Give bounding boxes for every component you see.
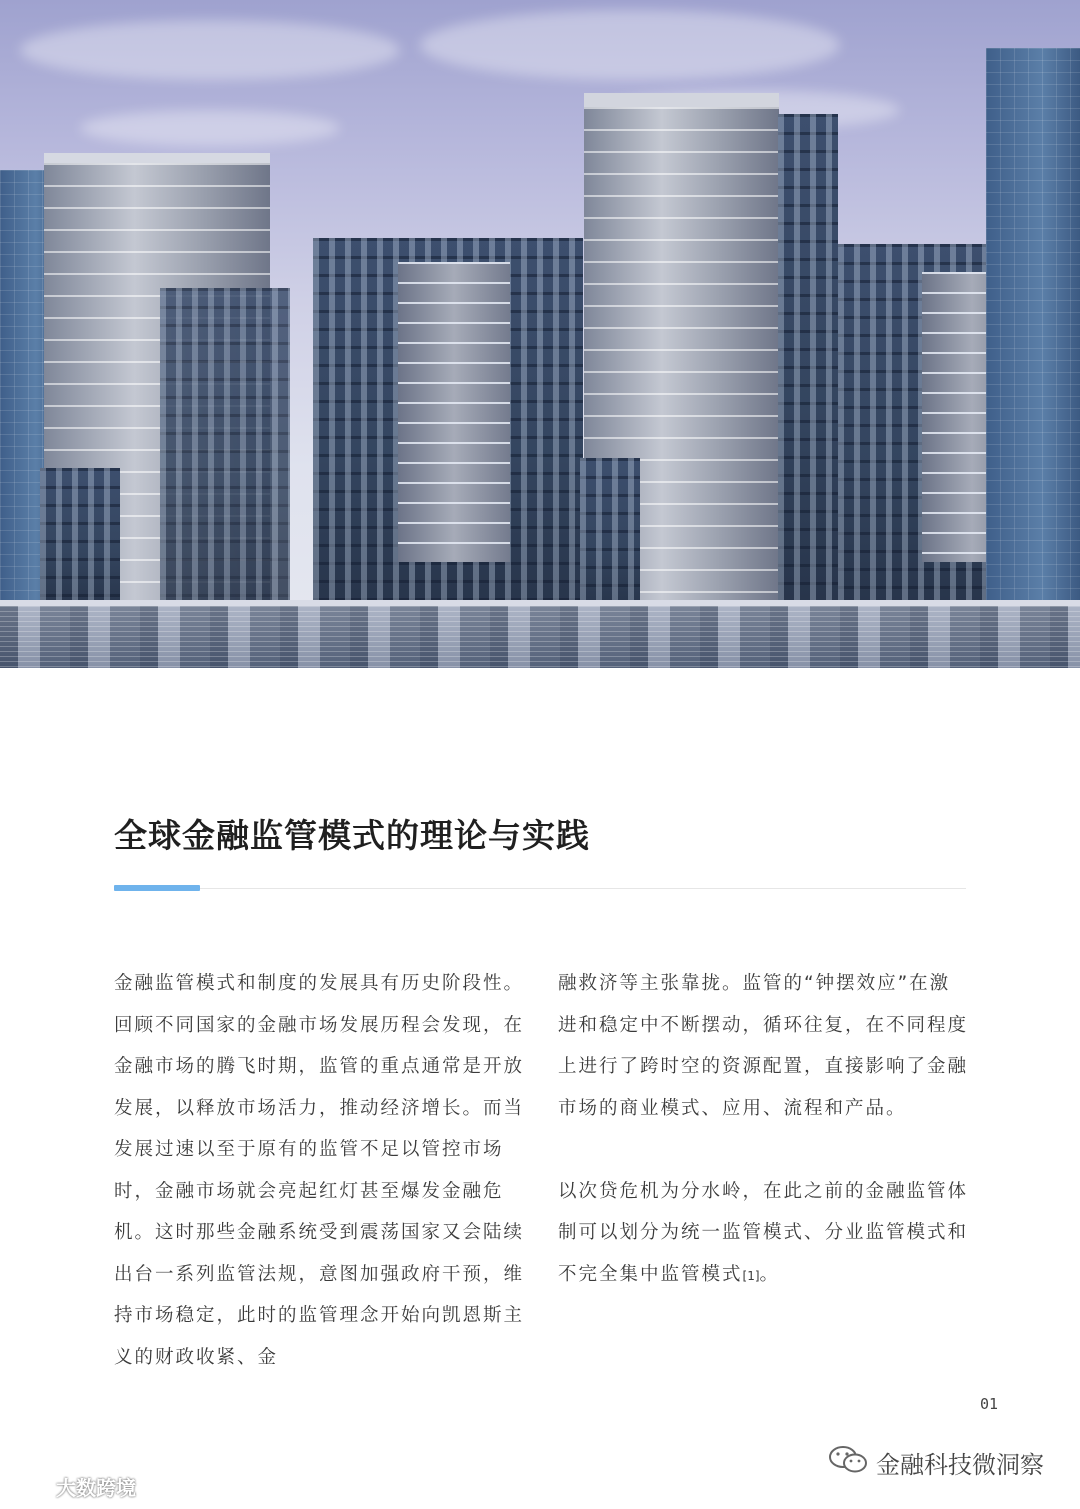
- body-column-right: [558, 963, 968, 1297]
- watermark-text: 大数跨境: [56, 1475, 136, 1500]
- wechat-icon: [828, 1444, 868, 1480]
- page-number: 01: [980, 1395, 999, 1413]
- paragraph-end: 。: [759, 1263, 781, 1285]
- reference-marker[interactable]: [1]: [742, 1268, 760, 1283]
- watermark-wechat: [828, 1445, 1044, 1479]
- body-column-left: [114, 963, 524, 1378]
- water-reflection: [0, 606, 1080, 668]
- watermark-brand: [8, 1470, 136, 1502]
- article-title: 全球金融监管模式的理论与实践: [114, 816, 590, 855]
- body-paragraph: 金融监管模式和制度的发展具有历史阶段性。回顾不同国家的金融市场发展历程会发现，在金融市场的腾飞时期，监管的重点通常是开放发展，以释放市场活力，推动经济增长。而当发展过速以至于原有的监管不足以管控市场时，金融市场就会亮起红灯甚至爆发金融危机。这时那些金融系统受到震荡国家又会陆续出台一系列监管法规，意图加强政府干预，维持市场稳定，此时的监管理念开始向凯恩斯主义的财政收紧、金: [114, 973, 525, 1368]
- hero-image: [0, 0, 1080, 668]
- logo-icon: [8, 1471, 50, 1502]
- title-divider: [114, 888, 966, 889]
- body-paragraph: [558, 1171, 968, 1298]
- body-paragraph: 融救济等主张靠拢。监管的“钟摆效应”在激进和稳定中不断摆动，循环往复，在不同程度上进行了跨时空的资源配置，直接影响了金融市场的商业模式、应用、流程和产品。: [558, 973, 969, 1119]
- watermark-text: 金融科技微洞察: [876, 1450, 1044, 1479]
- paragraph-text: 以次贷危机为分水岭，在此之前的金融监管体制可以划分为统一监管模式、分业监管模式和不完全集中监管模式: [558, 1180, 969, 1285]
- title-accent-bar: [114, 885, 200, 891]
